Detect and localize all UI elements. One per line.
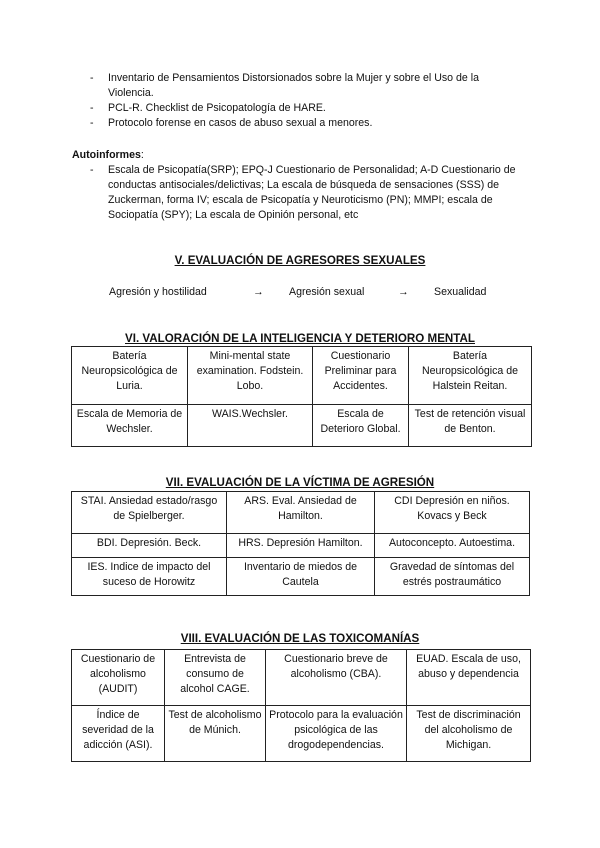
right-arrow-icon: → bbox=[253, 286, 264, 298]
table-row bbox=[72, 492, 530, 534]
autoinformes-label: Autoinformes bbox=[72, 149, 141, 161]
table-row bbox=[72, 558, 530, 596]
table-cell: EUAD. Escala de uso, abuso y dependencia bbox=[407, 650, 531, 706]
table-cell: Gravedad de síntomas del estrés postraumático bbox=[375, 558, 530, 596]
section-vi-title: VI. VALORACIÓN DE LA INTELIGENCIA Y DETERIORO MENTAL bbox=[125, 332, 475, 345]
table-cell: Test de retención visual de Benton. bbox=[409, 405, 532, 447]
right-arrow-icon: → bbox=[398, 286, 409, 298]
list-item: - Inventario de Pensamientos Distorsionados sobre la Mujer y sobre el Uso de la Violencia. bbox=[72, 71, 524, 101]
table-cell: Autoconcepto. Autoestima. bbox=[375, 534, 530, 558]
table-cell: Cuestionario breve de alcoholismo (CBA). bbox=[266, 650, 407, 706]
section-viii-title: VIII. EVALUACIÓN DE LAS TOXICOMANÍAS bbox=[180, 632, 420, 645]
flow-step-aggression: Agresión y hostilidad bbox=[109, 286, 207, 298]
autoinformes-heading bbox=[72, 148, 144, 163]
table-cell: Escala de Memoria de Wechsler. bbox=[72, 405, 188, 447]
table-cell: Inventario de miedos de Cautela bbox=[227, 558, 375, 596]
table-cell: Cuestionario de alcoholismo (AUDIT) bbox=[72, 650, 165, 706]
table-cell: STAI. Ansiedad estado/rasgo de Spielberger. bbox=[72, 492, 227, 534]
list-item: - PCL-R. Checklist de Psicopatología de HARE. bbox=[72, 101, 524, 116]
table-cell: WAIS.Wechsler. bbox=[188, 405, 313, 447]
table-row bbox=[72, 706, 531, 762]
table-cell: ARS. Eval. Ansiedad de Hamilton. bbox=[227, 492, 375, 534]
table-cell: Batería Neuropsicológica de Halstein Reitan. bbox=[409, 347, 532, 405]
section-v-title: V. EVALUACIÓN DE AGRESORES SEXUALES bbox=[174, 254, 426, 267]
table-cell: BDI. Depresión. Beck. bbox=[72, 534, 227, 558]
victim-assessment-table bbox=[71, 491, 530, 596]
table-cell: IES. Indice de impacto del suceso de Horowitz bbox=[72, 558, 227, 596]
drug-addiction-table bbox=[71, 649, 531, 762]
list-item: - Escala de Psicopatía(SRP); EPQ-J Cuestionario de Personalidad; A-D Cuestionario de conductas antisociales/delictivas; La escala de búsqueda de sensaciones (SSS) de Zuckerman, forma IV; escala de Psicopatía y Neuroticismo (PN); MMPI; escala de Sociopatía (SPY); La escala de Opinión personal, etc bbox=[72, 163, 532, 223]
table-cell: Entrevista de consumo de alcohol CAGE. bbox=[165, 650, 266, 706]
table-row bbox=[72, 534, 530, 558]
table-row bbox=[72, 347, 532, 405]
intelligence-table bbox=[71, 346, 532, 447]
section-vii-title: VII. EVALUACIÓN DE LA VÍCTIMA DE AGRESIÓN bbox=[165, 476, 435, 489]
table-cell: Test de discriminación del alcoholismo de Michigan. bbox=[407, 706, 531, 762]
table-cell: Cuestionario Preliminar para Accidentes. bbox=[313, 347, 409, 405]
table-cell: Escala de Deterioro Global. bbox=[313, 405, 409, 447]
table-row bbox=[72, 650, 531, 706]
sex-offender-flow bbox=[0, 285, 600, 300]
table-cell: Protocolo para la evaluación psicológica de las drogodependencias. bbox=[266, 706, 407, 762]
list-item: - Protocolo forense en casos de abuso sexual a menores. bbox=[72, 116, 524, 131]
table-row bbox=[72, 405, 532, 447]
table-cell: CDI Depresión en niños. Kovacs y Beck bbox=[375, 492, 530, 534]
autoinformes-colon: : bbox=[140, 149, 144, 161]
flow-step-sexuality: Sexualidad bbox=[434, 286, 487, 298]
table-cell: Índice de severidad de la adicción (ASI). bbox=[72, 706, 165, 762]
table-cell: HRS. Depresión Hamilton. bbox=[227, 534, 375, 558]
table-cell: Batería Neuropsicológica de Luria. bbox=[72, 347, 188, 405]
table-cell: Mini-mental state examination. Fodstein. Lobo. bbox=[188, 347, 313, 405]
table-cell: Test de alcoholismo de Múnich. bbox=[165, 706, 266, 762]
flow-step-sexual-aggression: Agresión sexual bbox=[289, 286, 365, 298]
autoinformes-list bbox=[72, 163, 532, 223]
instrument-list bbox=[72, 71, 524, 131]
